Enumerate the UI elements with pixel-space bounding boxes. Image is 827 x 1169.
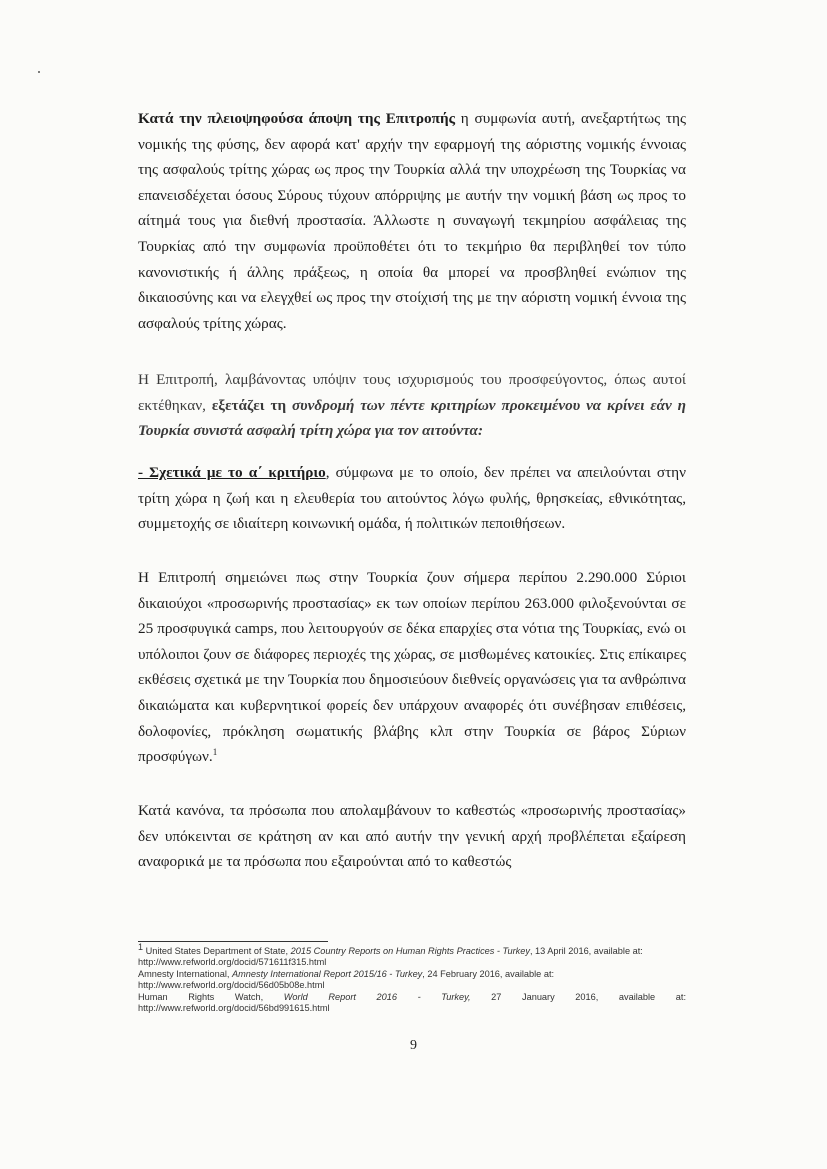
paragraph-lead-bold: Κατά την πλειοψηφούσα άποψη της Επιτροπής [138, 110, 455, 127]
footnote-word: 27 [491, 991, 502, 1002]
paragraph-syrians-in-turkey [138, 565, 686, 770]
page-number: 9 [410, 1038, 417, 1053]
footnote-word: World [283, 991, 308, 1002]
footnote-link[interactable]: http://www.refworld.org/docid/56bd991615.html [138, 1003, 330, 1014]
paragraph-text: η συμφωνία αυτή, ανεξαρτήτως της νομικής της φύσης, δεν αφορά κατ' αρχήν την εφαρμογή της αόριστης νομικής έννοιας της ασφαλούς τρίτης χώρας ως προς την Τουρκία αλλά την υποχρέωση της Τουρκίας να επανεισδέχεται όσους Σύρους τύχουν απόρριψης με αυτήν την νομική βάση ως προς το αίτημά τους για διεθνή προστασία. Άλλωστε η συναγωγή τεκμηρίου ασφάλειας της Τουρκίας από την συμφωνία προϋποθέτει ότι το τεκμήριο θα περιβληθεί τον τύπο κανονιστικής ή άλλης πράξεως, η οποία θα μπορεί να προσβληθεί ενώπιον της δικαιοσύνης και να ελεγχθεί ως προς την στοίχισή της με την αόριστη νομική έννοια της ασφαλούς τρίτης χώρας. [138, 110, 686, 332]
footnote-2-url[interactable] [138, 980, 686, 991]
paragraph-bold-italic-text: συνδρομή των πέντε κριτηρίων προκειμένου να κρίνει εάν η Τουρκία συνιστά ασφαλή τρίτη χώρα για τον αιτούντα: [138, 396, 686, 440]
footnote-word: Turkey, [441, 991, 471, 1002]
footnote-word: January [522, 991, 555, 1002]
footnote-word: available [618, 991, 656, 1002]
footnote-word: at: [675, 991, 686, 1002]
footnote-text: , 13 April 2016, available at: [529, 946, 643, 956]
footnote-text: , 24 February 2016, available at: [422, 968, 555, 979]
footnote-link[interactable]: http://www.refworld.org/docid/56d05b08e.html [138, 980, 325, 991]
paragraph-text: Κατά κανόνα, τα πρόσωπα που απολαμβάνουν το καθεστώς «προσωρινής προστασίας» δεν υπόκεινται σε κράτηση αν και από αυτήν την γενική αρχή προβλέπεται εξαίρεση αναφορικά με τα πρόσωπα που εξαιρούνται από το καθεστώς [138, 802, 686, 871]
footnote-title: Amnesty International Report 2015/16 - Turkey [231, 968, 423, 979]
footnote-1-url[interactable] [138, 957, 686, 968]
paragraph-temporary-protection [138, 798, 686, 875]
footnote-1-line-1 [138, 941, 686, 957]
footnote-word: Rights [188, 991, 215, 1002]
footnote-separator [138, 941, 328, 942]
footnote-link[interactable]: http://www.refworld.org/docid/571611f315.html [138, 957, 327, 968]
footnote-word: - [417, 991, 421, 1002]
footnote-word: Report [328, 991, 356, 1002]
footnote-word: 2016, [575, 991, 599, 1002]
scan-speck [38, 71, 40, 73]
footnote-number: 1 [138, 941, 144, 952]
footnote-text: United States Department of State, [143, 946, 291, 956]
paragraph-criteria-intro [138, 367, 686, 444]
footnote-word: Watch, [234, 991, 264, 1002]
footnote-text: Amnesty International, [138, 968, 232, 979]
footnote-reference: 1 [212, 747, 218, 758]
footnote-3-url[interactable] [138, 1003, 686, 1014]
criterion-heading: - Σχετικά με το α΄ κριτήριο [138, 464, 326, 481]
paragraph-majority-opinion [138, 106, 686, 336]
footnote-word: 2016 [376, 991, 397, 1002]
paragraph-text: Η Επιτροπή σημειώνει πως στην Τουρκία ζουν σήμερα περίπου 2.290.000 Σύριοι δικαιούχοι «προσωρινής προστασίας» εκ των οποίων περίπου 263.000 φιλοξενούνται σε 25 προσφυγικά camps, που λειτουργούν σε δέκα επαρχίες στα νότια της Τουρκίας, ενώ οι υπόλοιποι ζουν σε διάφορες περιοχές της χώρας, σε μισθωμένες κατοικίες. Στις επίκαιρες εκθέσεις σχετικά με την Τουρκία που δημοσιεύουν διεθνείς οργανώσεις για τα ανθρώπινα δικαιώματα και κυβερνητικοί φορείς δεν υπάρχουν αναφορές ότι συνέβησαν επιθέσεις, δολοφονίες, πρόκληση σωματικής βλάβης κλπ στην Τουρκία σε βάρος Σύριων προσφύγων. [138, 569, 686, 766]
footnote-title: 2015 Country Reports on Human Rights Practices - Turkey [290, 946, 530, 956]
footnotes [138, 941, 686, 1014]
paragraph-text: Η Επιτροπή, λαμβάνοντας υπόψιν τους ισχυρισμούς του προσφεύγοντος, όπως αυτοί εκτέθηκαν, [138, 371, 686, 414]
footnote-3-line-1 [138, 992, 686, 1003]
paragraph-bold-text: εξετάζει τη [211, 396, 292, 414]
paragraph-first-criterion [138, 460, 686, 537]
paragraph-text: , σύμφωνα με το οποίο, δεν πρέπει να απειλούνται στην τρίτη χώρα η ζωή και η ελευθερία του αιτούντος λόγω φυλής, θρησκείας, εθνικότητας, συμμετοχής σε ιδιαίτερη κοινωνική ομάδα, ή πολιτικών πεποιθήσεων. [138, 464, 686, 533]
footnote-word: Human [138, 991, 168, 1002]
footnote-2-line-1 [138, 969, 686, 980]
